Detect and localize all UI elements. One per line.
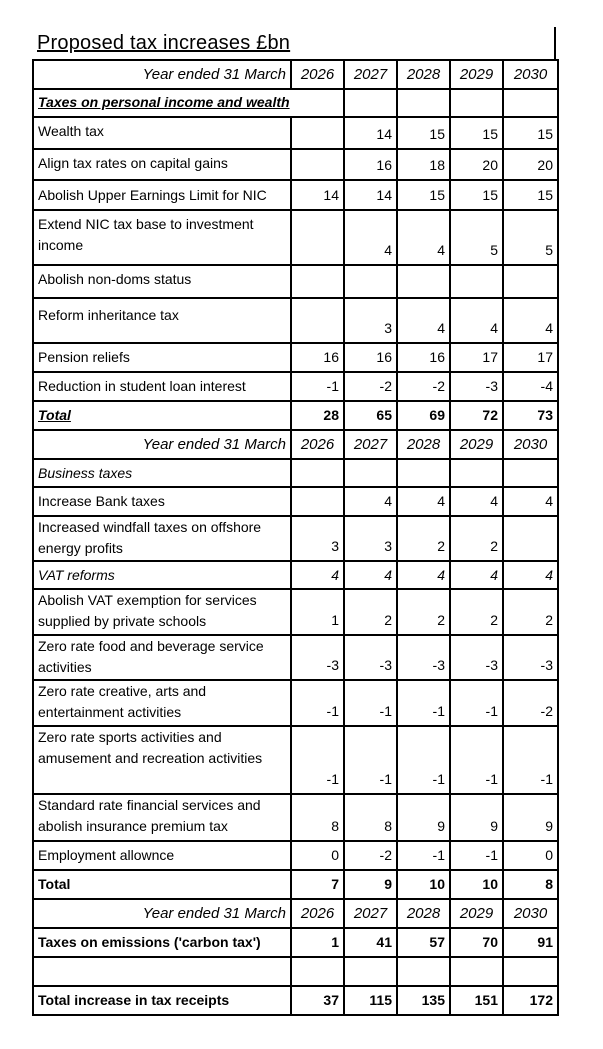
value-cell (344, 265, 397, 298)
total-cell: 28 (291, 401, 344, 430)
year-2026: 2026 (291, 60, 344, 89)
year-2029: 2029 (450, 60, 503, 89)
year-2026: 2026 (291, 430, 344, 459)
value-cell: -2 (344, 841, 397, 870)
grand-total-cell: 172 (503, 986, 558, 1015)
year-2030: 2030 (503, 899, 558, 928)
section-title-personal (33, 89, 344, 117)
total-row-business (33, 870, 558, 899)
value-cell: 16 (291, 343, 344, 372)
emissions-row (33, 928, 558, 957)
value-cell: -3 (450, 635, 503, 680)
year-header-label: Year ended 31 March (33, 60, 291, 89)
grand-total-cell: 151 (450, 986, 503, 1015)
value-cell: 18 (397, 149, 450, 180)
row-label: Taxes on emissions ('carbon tax') (33, 928, 291, 957)
value-cell: -1 (344, 726, 397, 794)
value-cell: 15 (397, 180, 450, 210)
table-row (33, 794, 558, 841)
value-cell: 2 (397, 589, 450, 635)
total-label: Total (38, 407, 71, 423)
table-row (33, 372, 558, 401)
empty-cell (450, 89, 503, 117)
row-label: Zero rate food and beverage service activities (33, 635, 291, 680)
empty-cell (33, 957, 291, 986)
year-2027: 2027 (344, 60, 397, 89)
grand-total-cell: 115 (344, 986, 397, 1015)
value-cell: -1 (344, 680, 397, 726)
value-cell: -3 (291, 635, 344, 680)
value-cell: 2 (397, 516, 450, 561)
value-cell: 0 (291, 841, 344, 870)
value-cell: 15 (450, 180, 503, 210)
value-cell: 16 (344, 149, 397, 180)
row-label: Increased windfall taxes on offshore energy profits (33, 516, 291, 561)
value-cell (291, 487, 344, 516)
section-title-text: Taxes on personal income and wealth (38, 94, 290, 110)
total-cell: 7 (291, 870, 344, 899)
value-cell: -1 (450, 680, 503, 726)
year-2028: 2028 (397, 899, 450, 928)
value-cell: -1 (291, 726, 344, 794)
value-cell: 20 (450, 149, 503, 180)
value-cell: 3 (291, 516, 344, 561)
value-cell: 5 (503, 210, 558, 265)
value-cell: 14 (344, 117, 397, 149)
value-cell: 8 (291, 794, 344, 841)
row-label: Increase Bank taxes (33, 487, 291, 516)
value-cell (397, 265, 450, 298)
tax-increases-table (32, 59, 559, 1016)
value-cell: 4 (450, 487, 503, 516)
value-cell: 15 (503, 117, 558, 149)
value-cell: -3 (450, 372, 503, 401)
value-cell: 41 (344, 928, 397, 957)
value-cell: 2 (450, 589, 503, 635)
grand-total-row (33, 986, 558, 1015)
value-cell: 57 (397, 928, 450, 957)
value-cell: 0 (503, 841, 558, 870)
value-cell: 4 (503, 487, 558, 516)
value-cell: -1 (291, 680, 344, 726)
value-cell (291, 210, 344, 265)
value-cell: 15 (450, 117, 503, 149)
grand-total-label: Total increase in tax receipts (33, 986, 291, 1015)
value-cell: -1 (397, 680, 450, 726)
value-cell (503, 516, 558, 561)
value-cell: -1 (450, 841, 503, 870)
row-label: Zero rate sports activities and amusement and recreation activities (33, 726, 291, 794)
value-cell: 4 (344, 487, 397, 516)
table-row (33, 210, 558, 265)
value-cell: 15 (503, 180, 558, 210)
row-label: Wealth tax (33, 117, 291, 149)
value-cell: 9 (397, 794, 450, 841)
year-2028: 2028 (397, 60, 450, 89)
empty-cell (397, 957, 450, 986)
table-row (33, 298, 558, 343)
value-cell: 4 (344, 210, 397, 265)
value-cell: 4 (291, 561, 344, 589)
row-label: Abolish non-doms status (33, 265, 291, 298)
year-2029: 2029 (450, 899, 503, 928)
value-cell (291, 117, 344, 149)
value-cell: -1 (450, 726, 503, 794)
value-cell: 4 (503, 561, 558, 589)
grand-total-cell: 37 (291, 986, 344, 1015)
row-label: Employment allownce (33, 841, 291, 870)
value-cell: -3 (344, 635, 397, 680)
value-cell: -1 (503, 726, 558, 794)
value-cell: 17 (503, 343, 558, 372)
value-cell: 4 (450, 561, 503, 589)
value-cell: 16 (397, 343, 450, 372)
year-2028: 2028 (397, 430, 450, 459)
value-cell: -2 (503, 680, 558, 726)
value-cell: -1 (397, 841, 450, 870)
empty-cell (291, 459, 344, 487)
empty-cell (503, 459, 558, 487)
section-row-business (33, 459, 558, 487)
empty-cell (503, 89, 558, 117)
value-cell: 5 (450, 210, 503, 265)
table-row (33, 265, 558, 298)
table-row (33, 149, 558, 180)
value-cell: 17 (450, 343, 503, 372)
year-2026: 2026 (291, 899, 344, 928)
row-label: Abolish Upper Earnings Limit for NIC (33, 180, 291, 210)
value-cell: -3 (503, 635, 558, 680)
table-row (33, 680, 558, 726)
empty-cell (344, 957, 397, 986)
year-2027: 2027 (344, 430, 397, 459)
value-cell: 14 (291, 180, 344, 210)
empty-cell (291, 957, 344, 986)
table-row (33, 487, 558, 516)
value-cell: 4 (450, 298, 503, 343)
empty-cell (450, 459, 503, 487)
empty-cell (397, 459, 450, 487)
year-header-row (33, 899, 558, 928)
value-cell: 9 (450, 794, 503, 841)
value-cell: 4 (397, 298, 450, 343)
value-cell: 2 (450, 516, 503, 561)
table-row (33, 589, 558, 635)
total-row-personal (33, 401, 558, 430)
value-cell: 9 (503, 794, 558, 841)
year-header-row (33, 60, 558, 89)
row-label: Standard rate financial services and abolish insurance premium tax (33, 794, 291, 841)
row-label: Pension reliefs (33, 343, 291, 372)
value-cell: 4 (397, 487, 450, 516)
value-cell: 8 (344, 794, 397, 841)
value-cell: 4 (344, 561, 397, 589)
value-cell: -1 (397, 726, 450, 794)
value-cell (291, 265, 344, 298)
empty-row (33, 957, 558, 986)
vat-reforms-row (33, 561, 558, 589)
table-row (33, 117, 558, 149)
table-row (33, 635, 558, 680)
value-cell (291, 298, 344, 343)
empty-cell (450, 957, 503, 986)
value-cell: 1 (291, 589, 344, 635)
value-cell: 4 (503, 298, 558, 343)
section-row-personal (33, 89, 558, 117)
year-2027: 2027 (344, 899, 397, 928)
total-cell: 10 (450, 870, 503, 899)
value-cell: -3 (397, 635, 450, 680)
row-label (33, 401, 291, 430)
value-cell: 2 (344, 589, 397, 635)
section-title-business: Business taxes (33, 459, 291, 487)
total-cell: 8 (503, 870, 558, 899)
value-cell (291, 149, 344, 180)
value-cell: 14 (344, 180, 397, 210)
table-row (33, 841, 558, 870)
value-cell: 2 (503, 589, 558, 635)
row-label: VAT reforms (33, 561, 291, 589)
row-label: Reduction in student loan interest (33, 372, 291, 401)
year-2029: 2029 (450, 430, 503, 459)
value-cell: -4 (503, 372, 558, 401)
table-row (33, 180, 558, 210)
year-2030: 2030 (503, 60, 558, 89)
empty-cell (397, 89, 450, 117)
empty-cell (344, 459, 397, 487)
year-header-label: Year ended 31 March (33, 899, 291, 928)
row-label: Abolish VAT exemption for services supplied by private schools (33, 589, 291, 635)
border-line (554, 27, 556, 60)
total-cell: 69 (397, 401, 450, 430)
table-title: Proposed tax increases £bn (37, 32, 291, 54)
value-cell (503, 265, 558, 298)
total-cell: 9 (344, 870, 397, 899)
table-row (33, 516, 558, 561)
total-cell: 73 (503, 401, 558, 430)
value-cell: 4 (397, 210, 450, 265)
empty-cell (344, 89, 397, 117)
value-cell: -2 (397, 372, 450, 401)
year-header-row (33, 430, 558, 459)
value-cell: 3 (344, 298, 397, 343)
value-cell: 3 (344, 516, 397, 561)
total-label: Total (33, 870, 291, 899)
total-cell: 72 (450, 401, 503, 430)
table-row (33, 726, 558, 794)
table-row (33, 343, 558, 372)
value-cell: 1 (291, 928, 344, 957)
total-cell: 65 (344, 401, 397, 430)
row-label: Align tax rates on capital gains (33, 149, 291, 180)
value-cell: 16 (344, 343, 397, 372)
value-cell (450, 265, 503, 298)
row-label: Zero rate creative, arts and entertainment activities (33, 680, 291, 726)
empty-cell (503, 957, 558, 986)
value-cell: 4 (397, 561, 450, 589)
total-cell: 10 (397, 870, 450, 899)
year-header-label: Year ended 31 March (33, 430, 291, 459)
value-cell: 70 (450, 928, 503, 957)
value-cell: -1 (291, 372, 344, 401)
row-label: Extend NIC tax base to investment income (33, 210, 291, 265)
value-cell: 91 (503, 928, 558, 957)
value-cell: -2 (344, 372, 397, 401)
row-label: Reform inheritance tax (33, 298, 291, 343)
value-cell: 20 (503, 149, 558, 180)
year-2030: 2030 (503, 430, 558, 459)
grand-total-cell: 135 (397, 986, 450, 1015)
value-cell: 15 (397, 117, 450, 149)
